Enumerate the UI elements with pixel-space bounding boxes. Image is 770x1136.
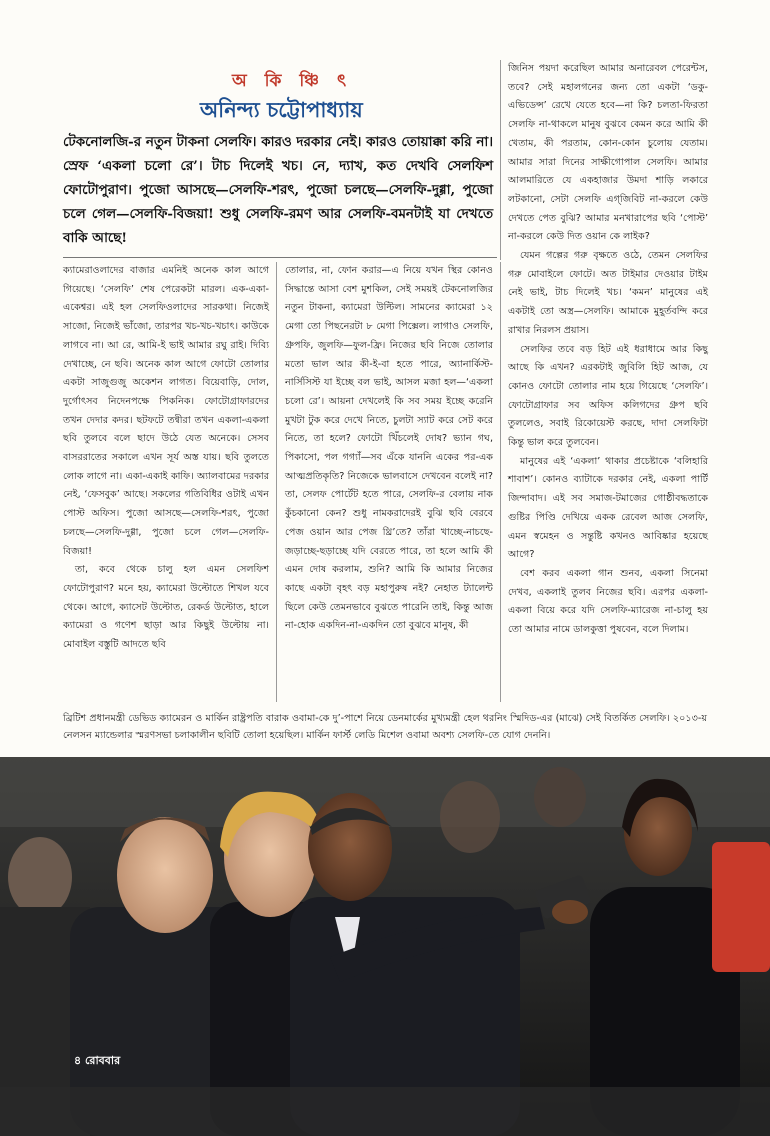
section-kicker: অ কি ঞ্চি ৎ (232, 71, 353, 91)
paragraph: বেশ করব একলা গান শুনব, একলা সিনেমা দেখব, একলাই তুলব নিজের ছবি। এরপর একলা-একলা বিয়ে করে যদি সেলফি-ম্যারেজ না-চালু হয় তো আমার নামে ডালকুত্তা পুষবেন, বলে দিলাম। (508, 567, 708, 636)
paragraph: সেলফির তবে বড় হিট এই ধরাধামে আর কিছু আছে কি এখন? এরকটাই জুবিলি হিট আজ, যে কোনও ফোটো তোলার নাম হয়ে গিয়েছে ‘সেলফি’। ফোটোগ্রাফার সব অফিস কলিগদের গ্রুপ ছবি তুললেও, সবাই রিকোয়েস্ট করছে, দাদা সেলফিটা কিন্তু ভাল করে তুলবেন। (508, 343, 708, 449)
intro-divider (63, 257, 497, 258)
selfie-photo (0, 757, 770, 1136)
paragraph: যেমন গল্পের গরু বৃক্ষতে ওঠে, তেমন সেলফির গরু মোবাইলে ফোটে। অত টাইমার দেওয়ার টাইম নেই ভাই, টাচ দিলেই খচ। ‘কমন’ মানুষের এই একটাই তো অস্ত্র—সেলফি। আমাকে মুহূর্তবন্দি করে রাখার নিরলস প্রয়াস। (508, 250, 708, 336)
paragraph: মানুষের এই ‘একলা’ থাকার প্রচেষ্টাকে ‘বলিহারি শাবাশ’। কোনও ব্যাটাকে দরকার নেই, একলা পার্টি জিন্দাবাদ। এই সব সমাজ-টমাজের গোষ্ঠীবদ্ধতাকে গুষ্টির পিণ্ডি দেখিয়ে একক রেবেল আজ সেলফি, এমন স্বমেহন ও সন্তুষ্টি কখনও আবিষ্কার হয়েছে আগে? (508, 455, 708, 561)
column-rule (276, 262, 277, 702)
paragraph: তোলার, না, ফোন করার—এ নিয়ে যখন স্থির কোনও সিদ্ধান্তে আসা বেশ মুশকিল, সেই সময়ই টেকনোলজির নতুন টাকনা, ক্যামেরা উল্টিল। সামনের ক্যামেরা ১২ মেগা তো পিছনেরটা ৮ মেগা পিক্সেল। লাগাও সেলফি, গ্রুপফি, জুলফি—ফুল-ফ্রি। নিজের ছবি নিজে তোলার মতো ভাল আর কী-ই-বা হতে পারে, অ্যানার্কিস্ট-নার্সিসিস্ট যা ইচ্ছে বল ভাই, আসল মজা হল—‘একলা চলো রে’। আয়না দেখলেই কি সব সময় ইচ্ছে করেনি মুখটা টুক করে দেখে নিতে, চুলটা স্যাট করে সেট করে নিতে, তা হলে? ফোটো খিঁচলেই দোষ? ভ্যান গঘ, পিকাসো, পল গগ্যাঁ—সব এঁকে যাননি একের পর-এক আত্মপ্রতিকৃতি? নিজেকে ভালবাসে দেখবেন বলেই না? তা, সেলফ পোর্টেট হতে পারে, সেলফি-র বেলায় নাক কুঁচকানো কেন? শুধু নামকরাদেরই বুঝি ছবি বেরবে পেজ ওয়ান আর পেজ থ্রি’তে? তাঁরা খাচ্ছে-নাচছে-জড়াচ্ছে-ছড়াচ্ছে যদি বেরতে পারে, তা হলে আমি কী এমন দোষ করলাম, শুনি? আমি কি আমার নিজের কাছে একটা বৃহৎ বড় মহাপুরুষ নই? নেহাত ট্যালেন্ট ছিলে কেউ তেমনভাবে বুঝতে পারেনি তাই, কিন্তু আজ না-হোক একদিন-না-একদিন তো বুঝবে মানুষ, কী (285, 265, 493, 632)
paragraph: তা, কবে থেকে চালু হল এমন সেলফিশ ফোটোপুরাণ? মনে হয়, ক্যামেরা উল্টোতে শিখল যবে থেকে। আগে, ক্যাসেট উল্টোত, রেকর্ড উল্টোত, হালে ক্যামেরা ও গণেশ ছাড়া আর কিছুই উল্টোয় না। মোবাইল বস্তুটি আদতে ছবি (63, 564, 269, 651)
column-rule (500, 262, 501, 702)
body-column-3 (508, 60, 708, 640)
page-folio: ৪ রোববার (74, 1054, 121, 1067)
author-name: অনিন্দ্য চট্টোপাধ্যায় (200, 97, 363, 122)
body-column-1 (63, 262, 269, 655)
column-rule (500, 60, 501, 260)
paragraph: জিনিস পয়দা করেছিল আমার অনারেবল পেরেন্টস, তবে? সেই মহালগনের জন্য তো একটা ‘ডকু-এভিডেন্স’ রেখে যেতে হবে—না কি? চলতা-ফিরতা সেলফি না-থাকলে মানুষ বুঝবে কেমন করে আমি কী খেতাম, কী পরতাম, কোন-কোন চুলোয় যেতাম। আমার সারা দিনের সাক্ষীগোপাল সেলফি। আমার আলমারিতে যে একহাজার উমদা শাড়ি লকারে লটকানো, সেটা সেলফি এগ্‌জিবিট না-করলে কেউ দেখতে পেত বুঝি? আমার মনখারাপের ছবি ‘পোস্ট’ না-করলে কেউ দিত ওয়ান কে লাইক? (508, 63, 708, 243)
body-column-2 (285, 262, 493, 636)
intro-standfirst: টেকনোলজি-র নতুন টাকনা সেলফি। কারও দরকার নেই। কারও তোয়াক্কা করি না। স্রেফ ‘একলা চলো রে’। টাচ দিলেই খচ। নে, দ্যাখ, কত দেখবি সেলফিশ ফোটোপুরাণ। পুজো আসছে—সেলফি-শরৎ, পুজো চলছে—সেলফি-দুগ্গা, পুজো চলে গেল—সেলফি-বিজয়া! শুধু সেলফি-রমণ আর সেলফি-বমনটাই যা দেখতে বাকি আছে! (63, 134, 493, 246)
photo-caption: ব্রিটিশ প্রধানমন্ত্রী ডেভিড ক্যামেরন ও মার্কিন রাষ্ট্রপতি বারাক ওবামা-কে দু’-পাশে নিয়ে ডেনমার্কের মুখ্যমন্ত্রী হেল থরনিং স্মিদিড-এর (মাঝে) সেই বিতর্কিত সেলফি। ২০১৩-য় নেলসন ম্যান্ডেলার স্মরণসভা চলাকালীন ছবিটি তোলা হয়েছিল। মার্কিন ফার্স্ট লেডি মিশেল ওবামা অবশ্য সেলফি-তে যোগ দেননি। (63, 713, 707, 741)
paragraph: ক্যামেরাওলাদের বাজার এমনিই অনেক কাল আগে গিয়েছে। ‘সেলফি’ শেষ পেরেকটা মারল। এক-একা-একেশ্বর। এই হল সেলফিওলাদের সারকথা। নিজেই সাজো, নিজেই ভাঁজো, তারপর খচ-খচ-খচাৎ। কাউকে লাগবে না। আ রে, আমি-ই ভাই আমার রঘু রাই। দিব্যি দেখাচ্ছে, নে ছবি। অনেক কাল আগে ফোটো তোলার একটা সাজুগুজু অকেশন লাগত। বিয়েবাড়ি, দোল, দুর্গোৎসব নিদেনপক্ষে পিকনিক। ফোটোগ্রাফারদের তখন দেদার কদর। ছটফটে তন্বীরা তখন একলা-একলা ছবি তুলবে বলে ছাদে উঠে যেত অনেকে। সেসব বাসররাতের সকালে এখন সূর্য অস্ত যায়। ছবি তুলতে লোক লাগে না। একা-একাই কাফি। অ্যালবামের দরকার নেই, ‘ফেসবুক’ আছে। সকলের গতিবিধির ওটাই এখন পোস্ট অফিস। পুজো আসছে—সেলফি-শরৎ, পুজো চলছে—সেলফি-দুগ্গা, পুজো চলে গেল—সেলফি-বিজয়া! (63, 265, 269, 557)
